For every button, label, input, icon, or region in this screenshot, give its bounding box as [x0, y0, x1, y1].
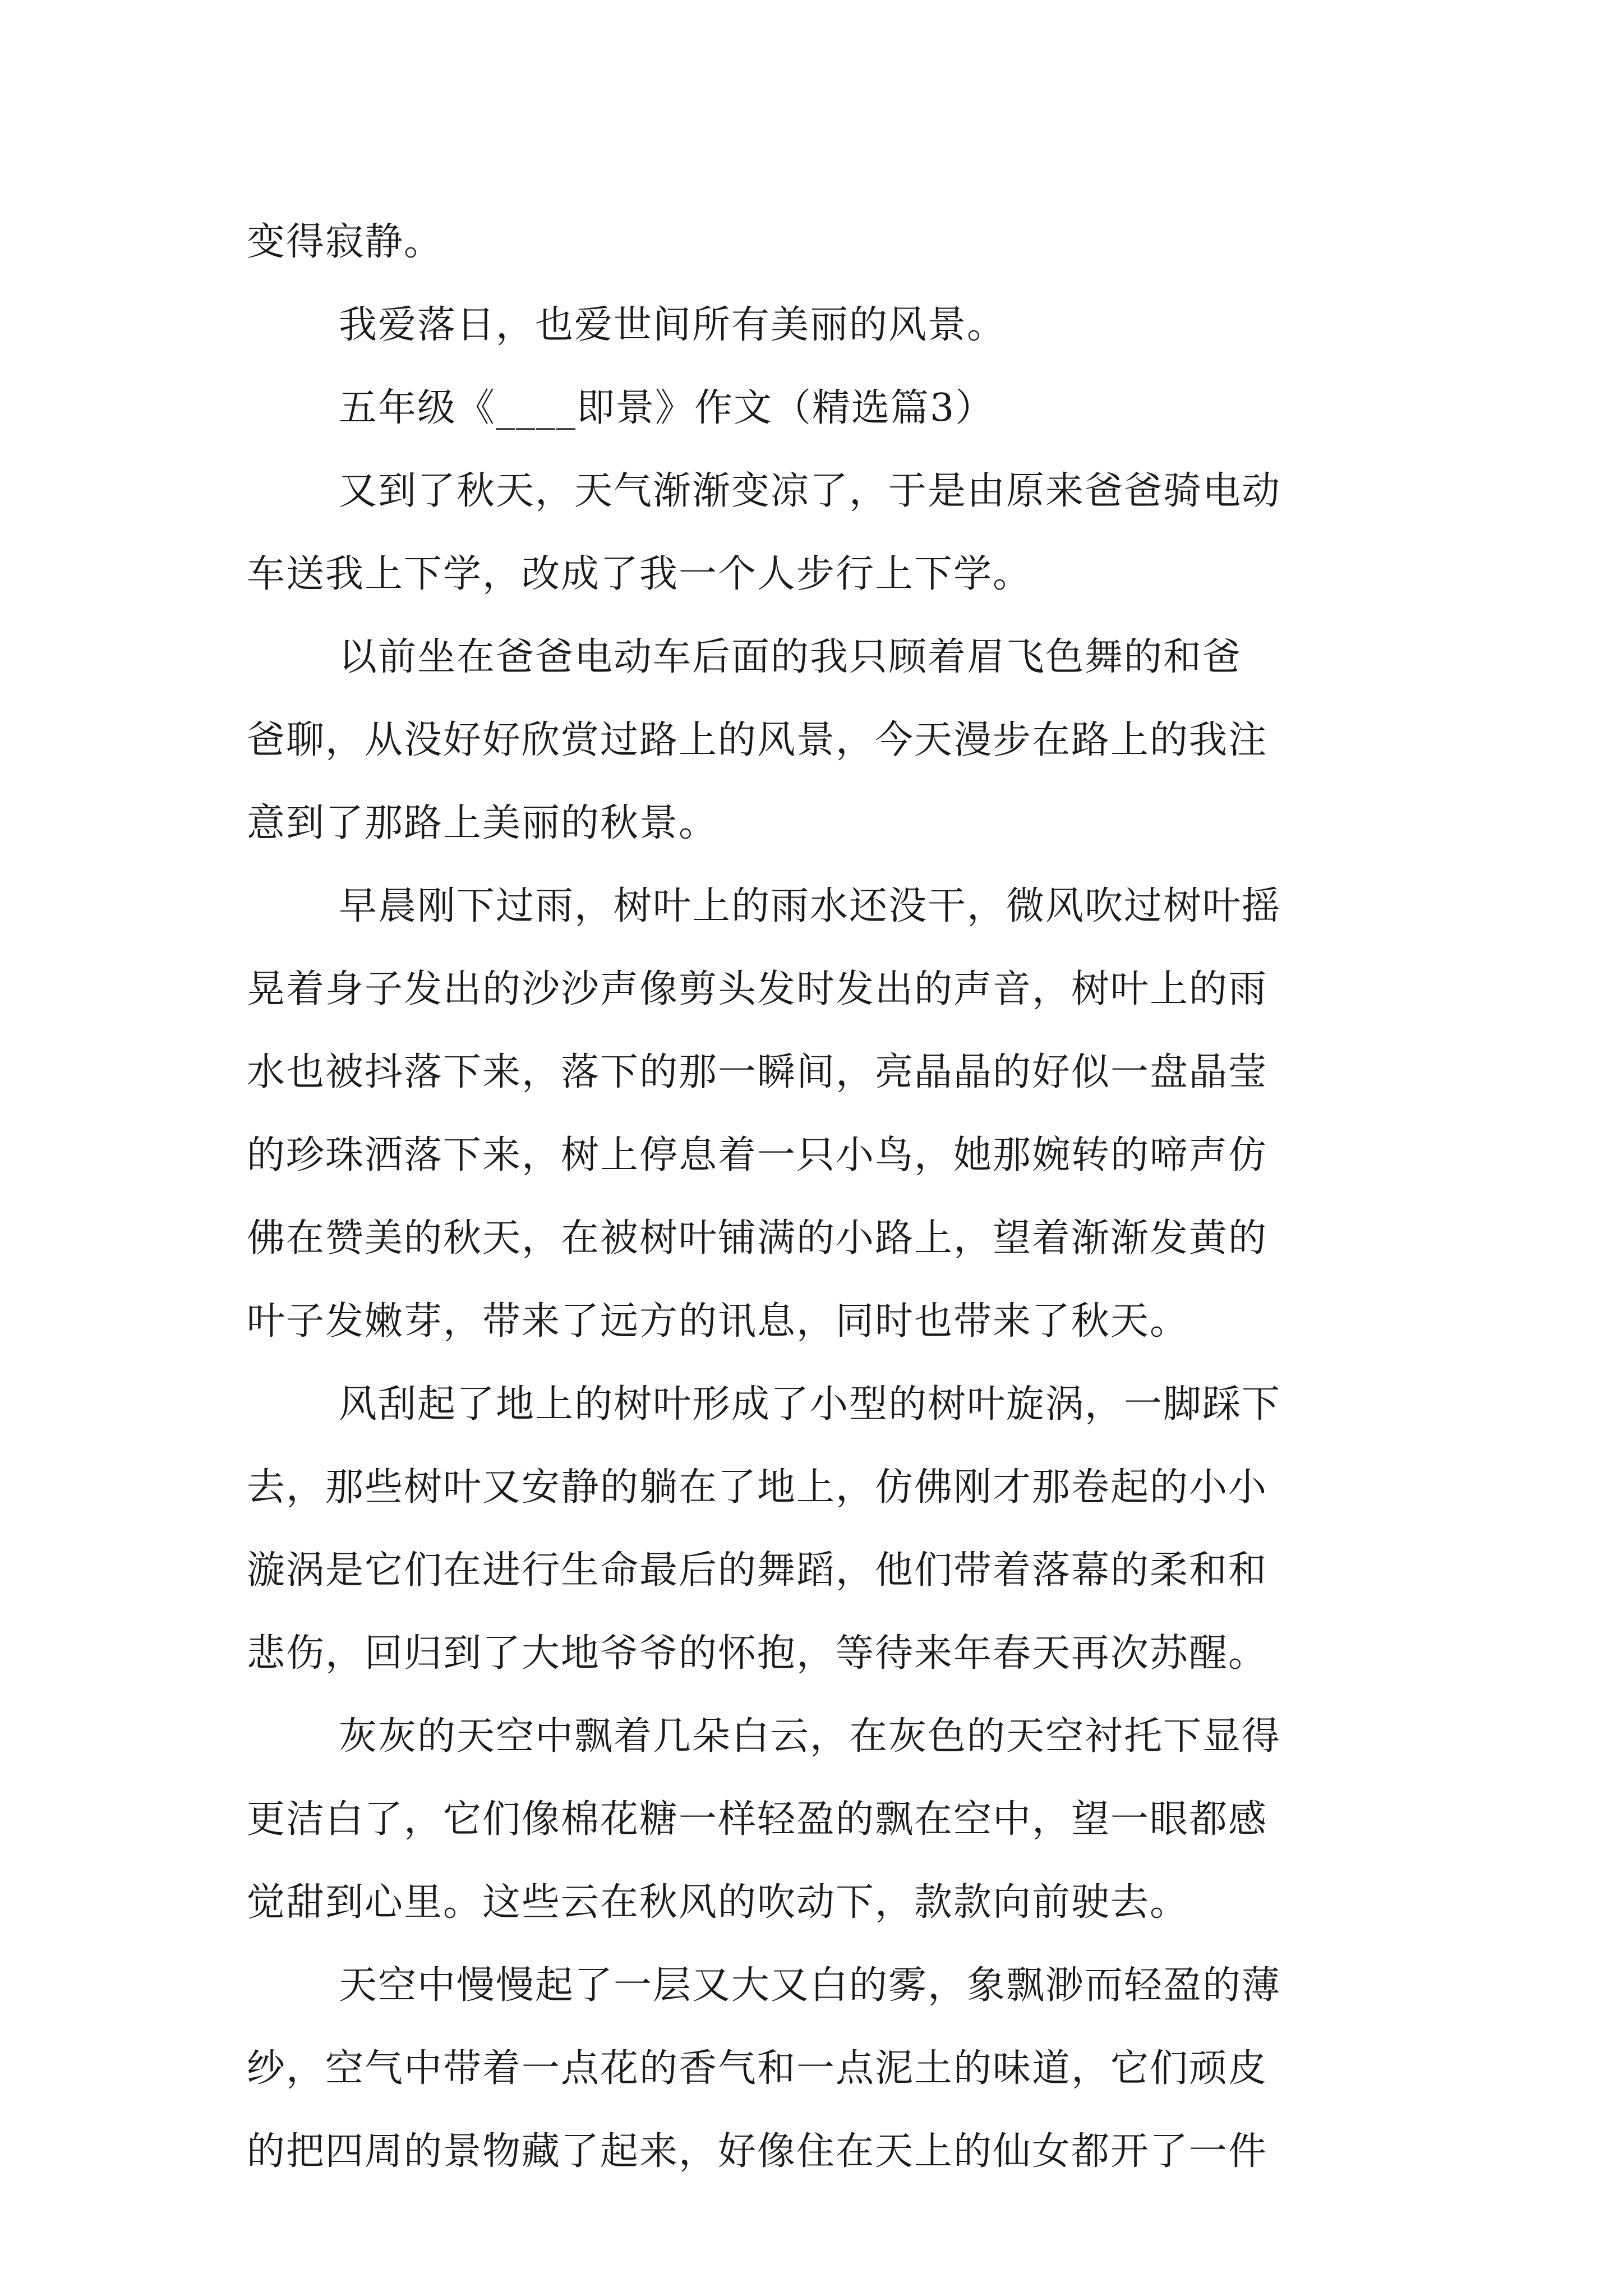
- text-line: 爸聊，从没好好欣赏过路上的风景，今天漫步在路上的我注: [247, 718, 1268, 762]
- text-line: 去，那些树叶又安静的躺在了地上，仿佛刚才那卷起的小小: [247, 1465, 1268, 1510]
- text-line: 的把四周的景物藏了起来，好像住在天上的仙女都开了一件: [247, 2129, 1268, 2174]
- text-line: 水也被抖落下来，落下的那一瞬间，亮晶晶的好似一盘晶莹: [247, 1050, 1268, 1094]
- text-line: 意到了那路上美丽的秋景。: [247, 801, 718, 845]
- text-line: 早晨刚下过雨，树叶上的雨水还没干，微风吹过树叶摇: [339, 884, 1281, 928]
- text-line: 佛在赞美的秋天，在被树叶铺满的小路上，望着渐渐发黄的: [247, 1216, 1268, 1260]
- text-line: 以前坐在爸爸电动车后面的我只顾着眉飞色舞的和爸: [339, 635, 1242, 679]
- text-line: 漩涡是它们在进行生命最后的舞蹈，他们带着落幕的柔和和: [247, 1548, 1268, 1593]
- text-line: 叶子发嫩芽，带来了远方的讯息，同时也带来了秋天。: [247, 1299, 1189, 1343]
- text-line: 变得寂静。: [247, 220, 444, 264]
- text-line: 觉甜到心里。这些云在秋风的吹动下，款款向前驶去。: [247, 1880, 1189, 1925]
- text-line: 晃着身子发出的沙沙声像剪头发时发出的声音，树叶上的雨: [247, 967, 1268, 1011]
- text-line: 车送我上下学，改成了我一个人步行上下学。: [247, 552, 1032, 596]
- text-line: 我爱落日，也爱世间所有美丽的风景。: [339, 303, 1007, 347]
- text-line: 灰灰的天空中飘着几朵白云，在灰色的天空衬托下显得: [339, 1714, 1281, 1759]
- text-line: 又到了秋天，天气渐渐变凉了，于是由原来爸爸骑电动: [339, 469, 1281, 513]
- text-line: 的珍珠洒落下来，树上停息着一只小鸟，她那婉转的啼声仿: [247, 1133, 1268, 1177]
- text-line: 风刮起了地上的树叶形成了小型的树叶旋涡，一脚踩下: [339, 1382, 1281, 1427]
- text-line: 更洁白了，它们像棉花糖一样轻盈的飘在空中，望一眼都感: [247, 1797, 1268, 1842]
- text-line: 纱，空气中带着一点花的香气和一点泥土的味道，它们顽皮: [247, 2046, 1268, 2091]
- text-line: 天空中慢慢起了一层又大又白的雾，象飘渺而轻盈的薄: [339, 1963, 1281, 2008]
- section-heading: 五年级《____即景》作文（精选篇3）: [339, 386, 995, 430]
- text-line: 悲伤，回归到了大地爷爷的怀抱，等待来年春天再次苏醒。: [247, 1631, 1268, 1676]
